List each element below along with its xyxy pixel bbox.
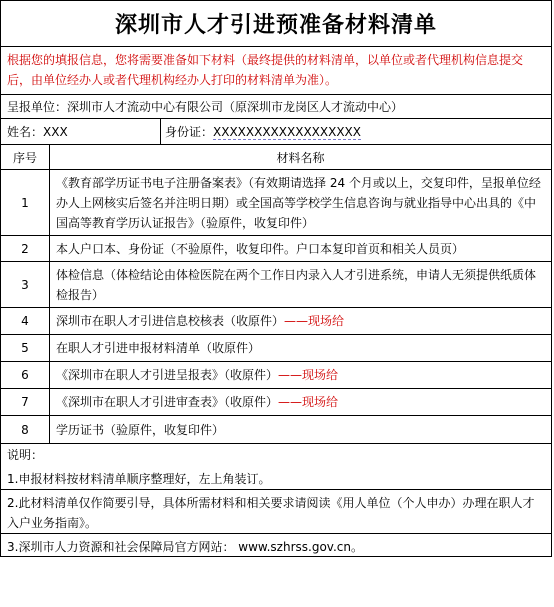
submitting-unit xyxy=(1,95,551,119)
table-row xyxy=(1,362,551,389)
row-number: 1 xyxy=(1,170,50,236)
table-row xyxy=(1,416,551,444)
row-number: 8 xyxy=(1,416,50,444)
table-row xyxy=(1,236,551,262)
table-row xyxy=(1,335,551,362)
onsite-note: ——现场给 xyxy=(278,368,339,382)
row-material: 学历证书（验原件，收复印件） xyxy=(50,416,552,444)
unit-label: 呈报单位： xyxy=(7,100,68,114)
table-header-row xyxy=(1,145,551,170)
row-material: 深圳市在职人才引进信息校核表（收原件）——现场给 xyxy=(50,308,552,335)
row-number: 5 xyxy=(1,335,50,362)
row-number: 3 xyxy=(1,262,50,308)
table-row xyxy=(1,262,551,308)
page-title: 深圳市人才引进预准备材料清单 xyxy=(1,1,551,47)
table-row xyxy=(1,170,551,236)
id-value: XXXXXXXXXXXXXXXXXX xyxy=(213,125,361,139)
id-label: 身份证： xyxy=(165,125,214,139)
materials-table xyxy=(1,145,551,444)
row-material: 在职人才引进申报材料清单（收原件） xyxy=(50,335,552,362)
note-item: 1.申报材料按材料清单顺序整理好，左上角装订。 xyxy=(1,466,551,490)
onsite-note: ——现场给 xyxy=(284,314,345,328)
row-material: 《深圳市在职人才引进审查表》（收原件）——现场给 xyxy=(50,389,552,416)
unit-value: 深圳市人才流动中心有限公司（原深圳市龙岗区人才流动中心） xyxy=(67,100,404,114)
table-row xyxy=(1,308,551,335)
note-item: 2.此材料清单仅作简要引导，具体所需材料和相关要求请阅读《用人单位（个人申办）办理在职人才入户业务指南》。 xyxy=(1,490,551,534)
row-material: 体检信息（体检结论由体检医院在两个工作日内录入人才引进系统，申请人无须提供纸质体检报告） xyxy=(50,262,552,308)
col-header-material: 材料名称 xyxy=(50,145,552,170)
table-row xyxy=(1,389,551,416)
row-number: 4 xyxy=(1,308,50,335)
row-material: 《教育部学历证书电子注册备案表》（有效期请选择 24 个月或以上，交复印件，呈报单位经办人上网核实后签名并注明日期）或全国高等学校学生信息咨询与就业指导中心出具的《中国高等教育学历认证报告》（验原件，收复印件） xyxy=(50,170,552,236)
applicant-name xyxy=(1,119,161,144)
row-number: 2 xyxy=(1,236,50,262)
notes-title: 说明： xyxy=(7,448,44,462)
onsite-note: ——现场给 xyxy=(278,395,339,409)
note-item: 3.深圳市人力资源和社会保障局官方网站： www.szhrss.gov.cn。 xyxy=(7,540,363,554)
applicant-info xyxy=(1,119,551,145)
notice-text: 根据您的填报信息，您将需要准备如下材料（最终提供的材料清单，以单位或者代理机构信息提交后，由单位经办人或者代理机构经办人打印的材料清单为准）。 xyxy=(1,47,551,95)
row-number: 7 xyxy=(1,389,50,416)
col-header-number: 序号 xyxy=(1,145,50,170)
name-label: 姓名： xyxy=(7,125,44,139)
row-material: 《深圳市在职人才引进呈报表》（收原件）——现场给 xyxy=(50,362,552,389)
row-number: 6 xyxy=(1,362,50,389)
name-value: XXX xyxy=(43,125,68,139)
applicant-id xyxy=(161,119,361,144)
row-material: 本人户口本、身份证（不验原件，收复印件。户口本复印首页和相关人员页） xyxy=(50,236,552,262)
